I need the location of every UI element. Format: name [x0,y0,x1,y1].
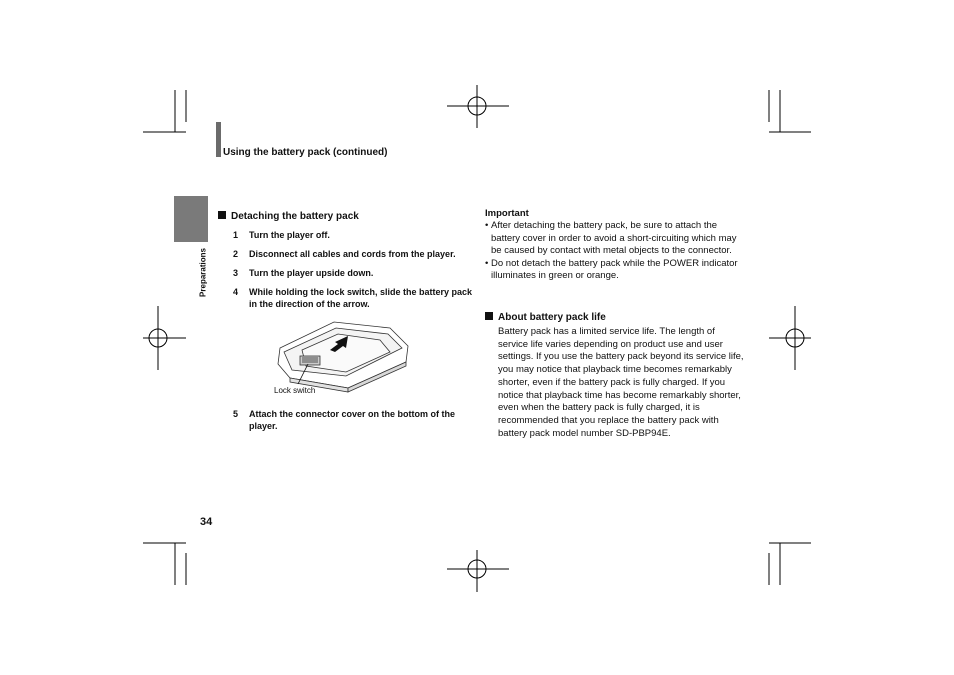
lock-switch-label: Lock switch [274,386,316,395]
step-text: Turn the player off. [249,230,330,240]
step-text: While holding the lock switch, slide the battery pack in the direction of the arrow. [249,287,473,309]
bullet-dot-icon: • [485,220,489,231]
step-item [233,408,473,432]
bullet-dot-icon: • [485,257,489,269]
bullet-text: After detaching the battery pack, be sure to attach the battery cover in order to avoid a short-circuiting which may be caused by contact with metal objects to the connector. [491,220,737,257]
step-number: 5 [233,409,239,419]
battery-life-heading [485,312,606,323]
step-number: 1 [233,230,239,240]
side-section-label: Preparations [198,248,208,297]
detaching-section-heading [218,211,359,222]
step-item [233,229,473,241]
running-header: Using the battery pack (continued) [223,147,388,158]
step-item [233,248,473,260]
step-number: 3 [233,268,239,278]
square-bullet-icon [485,312,493,320]
step-number: 4 [233,287,239,297]
battery-life-paragraph: Battery pack has a limited service life. The length of service life varies depending on product use and user settings. If you use the battery pack beyond its service life, you may notice that playback time becomes remarkably shorter, even if the battery pack is fully charged. If you notice that playback time has become remarkably shorter, even when the battery pack is fully charged, it is recommended that you replace the battery pack with battery pack model number SD-PBP94E. [498,326,744,439]
step-text: Disconnect all cables and cords from the player. [249,249,456,259]
list-item [485,220,745,258]
detaching-section-title: Detaching the battery pack [231,211,359,222]
step-number: 2 [233,249,239,259]
important-bullet-list [485,220,745,283]
page-number: 34 [200,516,213,528]
step-item [233,267,473,279]
important-heading: Important [485,208,529,219]
header-accent-bar [216,122,221,157]
square-bullet-icon [218,211,226,219]
step-text: Turn the player upside down. [249,268,374,278]
battery-life-title: About battery pack life [498,312,606,323]
list-item [485,258,745,283]
bullet-text: Do not detach the battery pack while the POWER indicator illuminates in green or orange. [491,257,738,282]
step-item [233,286,473,310]
step-text: Attach the connector cover on the bottom of the player. [249,409,456,431]
